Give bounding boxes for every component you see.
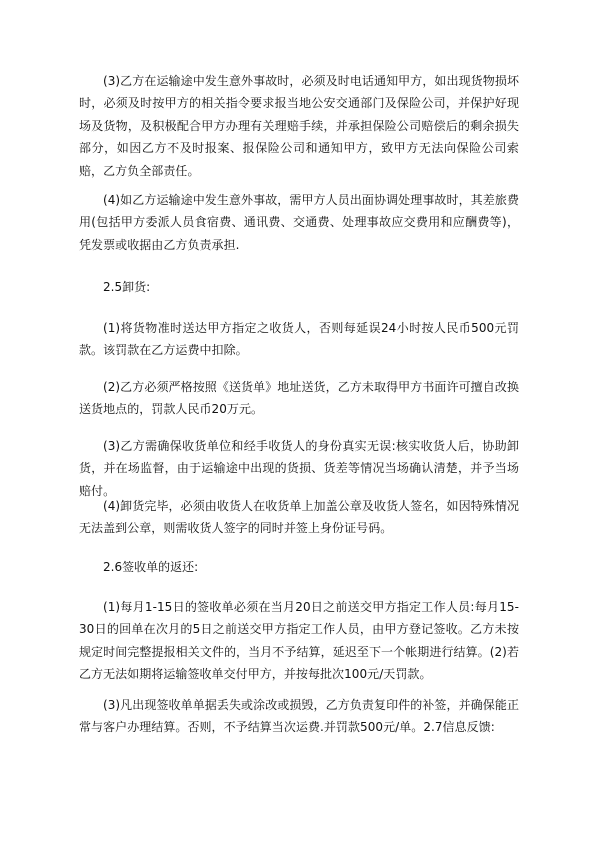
paragraph-accident-expenses: (4)如乙方运输途中发生意外事故，需甲方人员出面协调处理事故时，其差旅费用(包括甲方委派人员食宿费、通讯费、交通费、处理事故应交费用和应酬费等)，凭发票或收据由乙方负责承担. — [79, 193, 519, 252]
paragraph-receipt-deadline: (1)每月1-15日的签收单必须在当月20日之前送交甲方指定工作人员:每月15-30日的回单在次月的5日之前送交甲方指定工作人员，由甲方登记签收。乙方未按规定时间完整提报相关文件的，当月不予结算，延迟至下一个帐期进行结算。(2)若乙方无法如期将运输签收单交付甲方，并按每批次100元/天罚款。 — [79, 600, 519, 682]
paragraph-delivery-delay: (1)将货物准时送达甲方指定之收货人，否则每延误24小时按人民币500元罚款。该罚款在乙方运费中扣除。 — [79, 321, 519, 358]
paragraph-unloading-signature: (4)卸货完毕，必须由收货人在收货单上加盖公章及收货人签名，如因特殊情况无法盖到公章，则需收货人签字的同时并签上身份证号码。 — [79, 499, 519, 536]
section-heading-receipt-return: 2.6签收单的返还: — [103, 560, 199, 574]
paragraph-receiver-identity: (3)乙方需确保收货单位和经手收货人的身份真实无误:核实收货人后，协助卸货，并在场监督，由于运输途中出现的货损、货差等情况当场确认清楚，并予当场赔付。 — [79, 439, 519, 498]
paragraph-receipt-loss: (3)凡出现签收单单据丢失或涂改或损毁，乙方负责复印件的补签，并确保能正常与客户办理结算。否则，不予结算当次运费.并罚款500元/单。2.7信息反馈: — [79, 698, 519, 735]
section-heading-unloading: 2.5卸货: — [103, 280, 151, 294]
paragraph-accident-notification: (3)乙方在运输途中发生意外事故时，必须及时电话通知甲方，如出现货物损坏时，必须及时按甲方的相关指令要求报当地公安交通部门及保险公司，并保护好现场及货物，及积极配合甲方办理有关理赔手续，并承担保险公司赔偿后的剩余损失部分，如因乙方不及时报案、报保险公司和通知甲方，致甲方无法向保险公司索赔，乙方负全部责任。 — [79, 74, 519, 178]
paragraph-delivery-address: (2)乙方必须严格按照《送货单》地址送货，乙方未取得甲方书面许可擅自改换送货地点的，罚款人民币20万元。 — [79, 380, 519, 417]
